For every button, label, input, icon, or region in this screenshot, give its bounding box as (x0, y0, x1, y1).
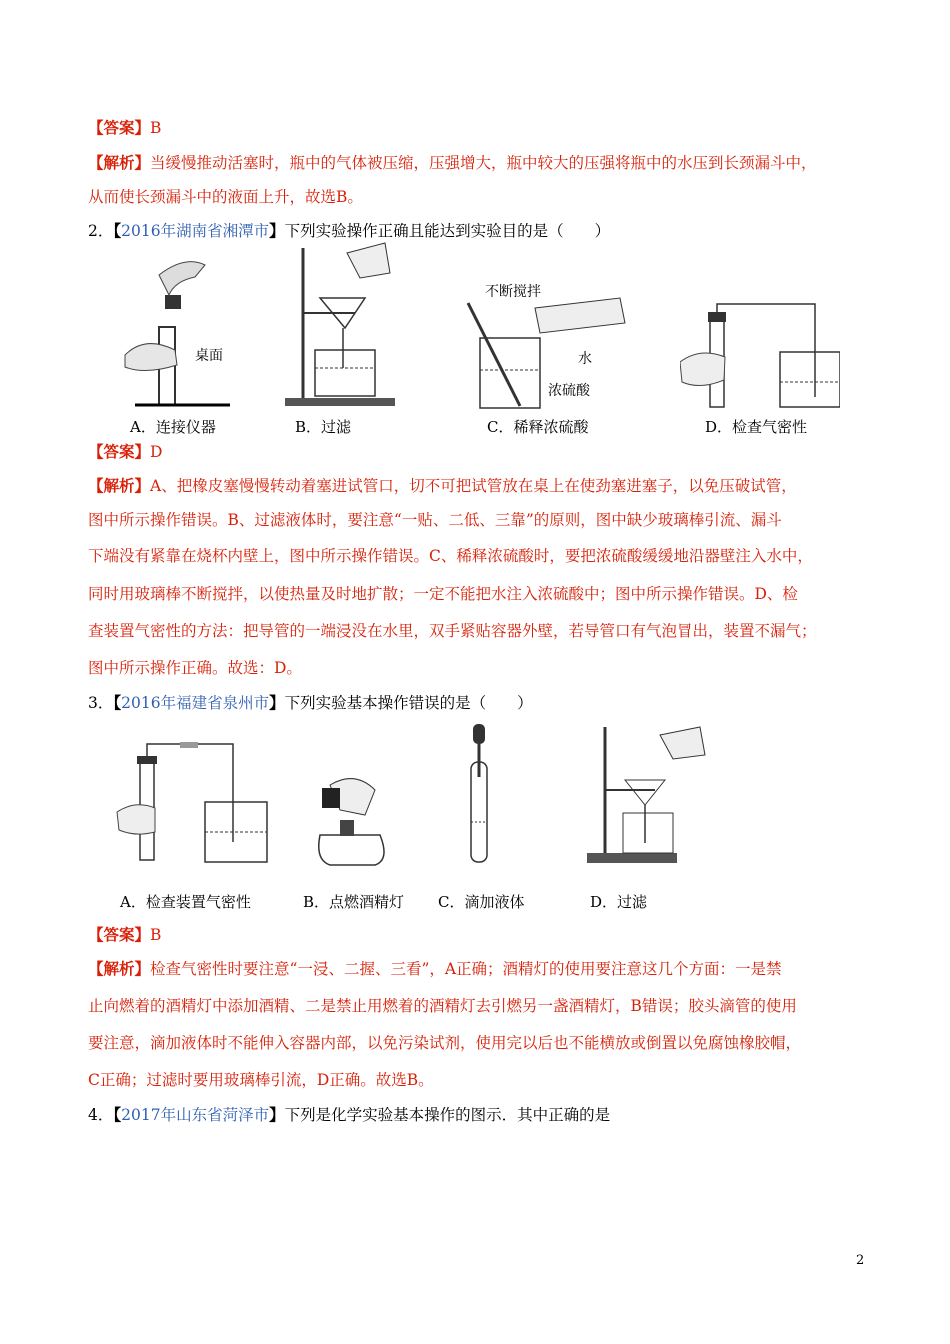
q3-figure-b (300, 770, 390, 870)
q2-source: 2016年湖南省湘潭市 (121, 222, 270, 240)
q2-figure-d (680, 302, 840, 412)
q1-analysis-line-2: 从而使长颈漏斗中的液面上升，故选B。 (88, 188, 363, 206)
q2-figure-a (115, 255, 235, 410)
q3-analysis-line-1: 【解析】检查气密性时要注意“一浸、二握、三看”，A正确；酒精灯的使用要注意这几个方面：一是禁 (88, 959, 782, 978)
q1-analysis-line-1: 【解析】当缓慢推动活塞时，瓶中的气体被压缩，压强增大，瓶中较大的压强将瓶中的水压到长颈漏斗中， (88, 153, 817, 172)
q4-source: 2017年山东省菏泽市 (121, 1106, 270, 1124)
stir-label: 不断搅拌 (485, 284, 541, 300)
q3-option-a: A．检查装置气密性 (120, 893, 251, 911)
q2-figure-c (460, 278, 630, 413)
q2-analysis-line-6: 图中所示操作正确。故选：D。 (88, 659, 302, 677)
q3-stem: 3．【2016年福建省泉州市】下列实验基本操作错误的是（ ） (88, 693, 533, 712)
q3-answer: 【答案】B (88, 925, 162, 944)
q2-analysis-line-3: 下端没有紧靠在烧杯内壁上，图中所示操作错误。C、稀释浓硫酸时，要把浓硫酸缓缓地沿器壁注入水中， (88, 547, 813, 565)
q3-option-c: C．滴加液体 (438, 893, 525, 911)
q2-option-a: A．连接仪器 (130, 418, 216, 436)
analysis-label: 【解析】 (88, 153, 151, 172)
q2-analysis-line-5: 查装置气密性的方法：把导管的一端浸没在水里，双手紧贴容器外壁，若导管口有气泡冒出，装置不漏气； (88, 622, 817, 640)
q2-analysis-line-1: 【解析】A、把橡皮塞慢慢转动着塞进试管口，切不可把试管放在桌上在使劲塞进塞子，以免压破试管， (88, 476, 797, 495)
q2-question: 下列实验操作正确且能达到实验目的是（ ） (284, 222, 611, 240)
q3-option-b: B．点燃酒精灯 (303, 893, 405, 911)
desk-label: 桌面 (195, 348, 223, 364)
q2-option-d: D．检查气密性 (705, 418, 808, 436)
q3-question: 下列实验基本操作错误的是（ ） (284, 694, 533, 712)
q3-analysis-line-4: C正确；过滤时要用玻璃棒引流，D正确。故选B。 (88, 1071, 434, 1089)
q2-option-b: B．过滤 (295, 418, 352, 436)
page-number: 2 (856, 1253, 865, 1268)
q2-analysis-line-4: 同时用玻璃棒不断搅拌，以使热量及时地扩散；一定不能把水注入浓硫酸中；图中所示操作错误。D、检 (88, 585, 798, 603)
q2-stem: 2．【2016年湖南省湘潭市】下列实验操作正确且能达到实验目的是（ ） (88, 221, 611, 240)
answer-value: B (150, 119, 162, 137)
q2-answer: 【答案】D (88, 442, 163, 461)
q2-analysis-line-2: 图中所示操作错误。B、过滤液体时，要注意“一贴、二低、三靠”的原则，图中缺少玻璃棒引流、漏斗 (88, 511, 782, 529)
q1-answer (88, 118, 161, 138)
q4-stem: 4．【2017年山东省菏泽市】下列是化学实验基本操作的图示．其中正确的是 (88, 1105, 611, 1124)
q3-figure-a (115, 742, 270, 867)
q3-analysis-line-2: 止向燃着的酒精灯中添加酒精、二是禁止用燃着的酒精灯去引燃另一盏酒精灯，B错误；胶头滴管的使用 (88, 997, 797, 1015)
water-label: 水 (578, 351, 592, 367)
q4-question: 下列是化学实验基本操作的图示．其中正确的是 (284, 1106, 611, 1124)
q3-analysis-line-3: 要注意，滴加液体时不能伸入容器内部，以免污染试剂，使用完以后也不能横放或倒置以免腐蚀橡胶帽， (88, 1034, 802, 1052)
q3-figure-d (585, 725, 710, 865)
answer-label: 【答案】 (88, 118, 151, 137)
q3-source: 2016年福建省泉州市 (121, 694, 270, 712)
q3-figure-c (465, 722, 495, 867)
q3-option-d: D．过滤 (590, 893, 648, 911)
q2-figure-b (285, 238, 415, 410)
q2-option-c: C．稀释浓硫酸 (487, 418, 589, 436)
acid-label: 浓硫酸 (548, 383, 590, 399)
